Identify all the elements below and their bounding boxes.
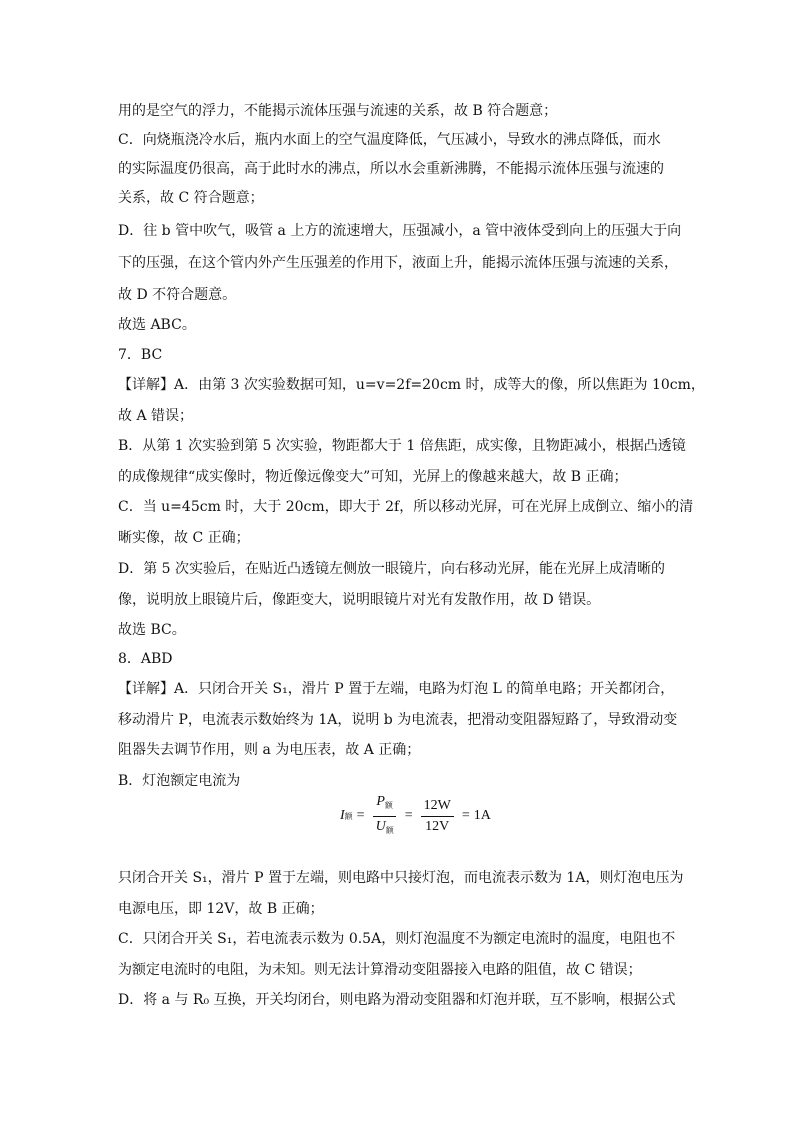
text-line: 像，说明放上眼镜片后，像距变大，说明眼镜片对光有发散作用，故 D 错误。 xyxy=(118,592,601,608)
text-line: D．往 b 管中吹气，吸管 a 上方的流速增大，压强减小，a 管中液体受到向上的压强大于向 xyxy=(118,223,682,239)
formula-equals: = xyxy=(404,808,413,823)
text-line: 为额定电流时的电阻，为未知。则无法计算滑动变阻器接入电路的阻值，故 C 错误； xyxy=(118,962,642,978)
text-line: 的成像规律“成实像时，物近像远像变大”可知，光屏上的像越来越大，故 B 正确； xyxy=(118,469,628,485)
text-line: 晰实像，故 C 正确； xyxy=(118,530,250,546)
formula-denominator: U xyxy=(375,818,386,834)
text-line: C．向烧瓶浇冷水后，瓶内水面上的空气温度降低，气压减小，导致水的沸点降低，而水 xyxy=(118,132,661,148)
formula-result: 1A xyxy=(473,808,491,823)
formula-lhs: I xyxy=(340,808,345,823)
text-line: 【详解】A．由第 3 次实验数据可知，u=v=2f=20cm 时，成等大的像，所以焦距为 10cm， xyxy=(118,377,705,393)
formula-numerator-value: 12W xyxy=(421,797,454,817)
text-line: 只闭合开关 S₁，滑片 P 置于左端，则电路中只接灯泡，而电流表示数为 1A，则灯泡电压为 xyxy=(118,870,684,886)
formula-numerator: P xyxy=(376,793,385,809)
formula-numerator-sub: 额 xyxy=(384,800,393,810)
text-line: C．当 u=45cm 时，大于 20cm，即大于 2f，所以移动光屏，可在光屏上成倒立、缩小的清 xyxy=(118,499,694,515)
formula-lhs-sub: 额 xyxy=(344,811,353,821)
text-line: 的实际温度仍很高，高于此时水的沸点，所以水会重新沸腾，不能揭示流体压强与流速的 xyxy=(118,161,664,177)
text-line: 下的压强，在这个管内外产生压强差的作用下，液面上升，能揭示流体压强与流速的关系， xyxy=(118,255,678,271)
text-line: D．第 5 次实验后，在贴近凸透镜左侧放一眼镜片，向右移动光屏，能在光屏上成清晰的 xyxy=(118,561,666,577)
text-line: 移动滑片 P，电流表示数始终为 1A，说明 b 为电流表，把滑动变阻器短路了，导致滑动变 xyxy=(118,712,678,728)
rated-current-formula xyxy=(340,792,491,840)
formula-equals: = xyxy=(356,808,365,823)
text-line: B．灯泡额定电流为 xyxy=(118,773,241,789)
text-line: 故 D 不符合题意。 xyxy=(118,287,237,303)
text-line: C．只闭合开关 S₁，若电流表示数为 0.5A，则灯泡温度不为额定电流时的温度，电阻也不 xyxy=(118,931,676,947)
question-number: 8．ABD xyxy=(118,651,173,667)
formula-equals: = xyxy=(461,808,470,823)
text-line: 关系，故 C 符合题意； xyxy=(118,190,264,206)
text-line: 故 A 错误； xyxy=(118,408,194,424)
formula-fraction-values xyxy=(421,797,454,836)
text-line: B．从第 1 次实验到第 5 次实验，物距都大于 1 倍焦距，成实像，且物距减小，根据凸透镜 xyxy=(118,438,686,454)
text-line: 故选 BC。 xyxy=(118,622,186,638)
formula-denominator-sub: 额 xyxy=(385,825,394,835)
text-line: D．将 a 与 R₀ 互换，开关均闭台，则电路为滑动变阻器和灯泡并联，互不影响，根据公式 xyxy=(118,992,676,1008)
text-line: 【详解】A．只闭合开关 S₁，滑片 P 置于左端，电路为灯泡 L 的简单电路；开关都闭合， xyxy=(118,681,675,697)
text-line: 用的是空气的浮力，不能揭示流体压强与流速的关系，故 B 符合题意； xyxy=(118,103,558,119)
text-line: 阻器失去调节作用，则 a 为电压表，故 A 正确； xyxy=(118,742,421,758)
text-line: 故选 ABC。 xyxy=(118,317,196,333)
text-line: 电源电压，即 12V，故 B 正确； xyxy=(118,901,324,917)
formula-denominator-value: 12V xyxy=(425,818,450,834)
question-number: 7．BC xyxy=(118,347,163,363)
formula-fraction xyxy=(373,793,397,840)
